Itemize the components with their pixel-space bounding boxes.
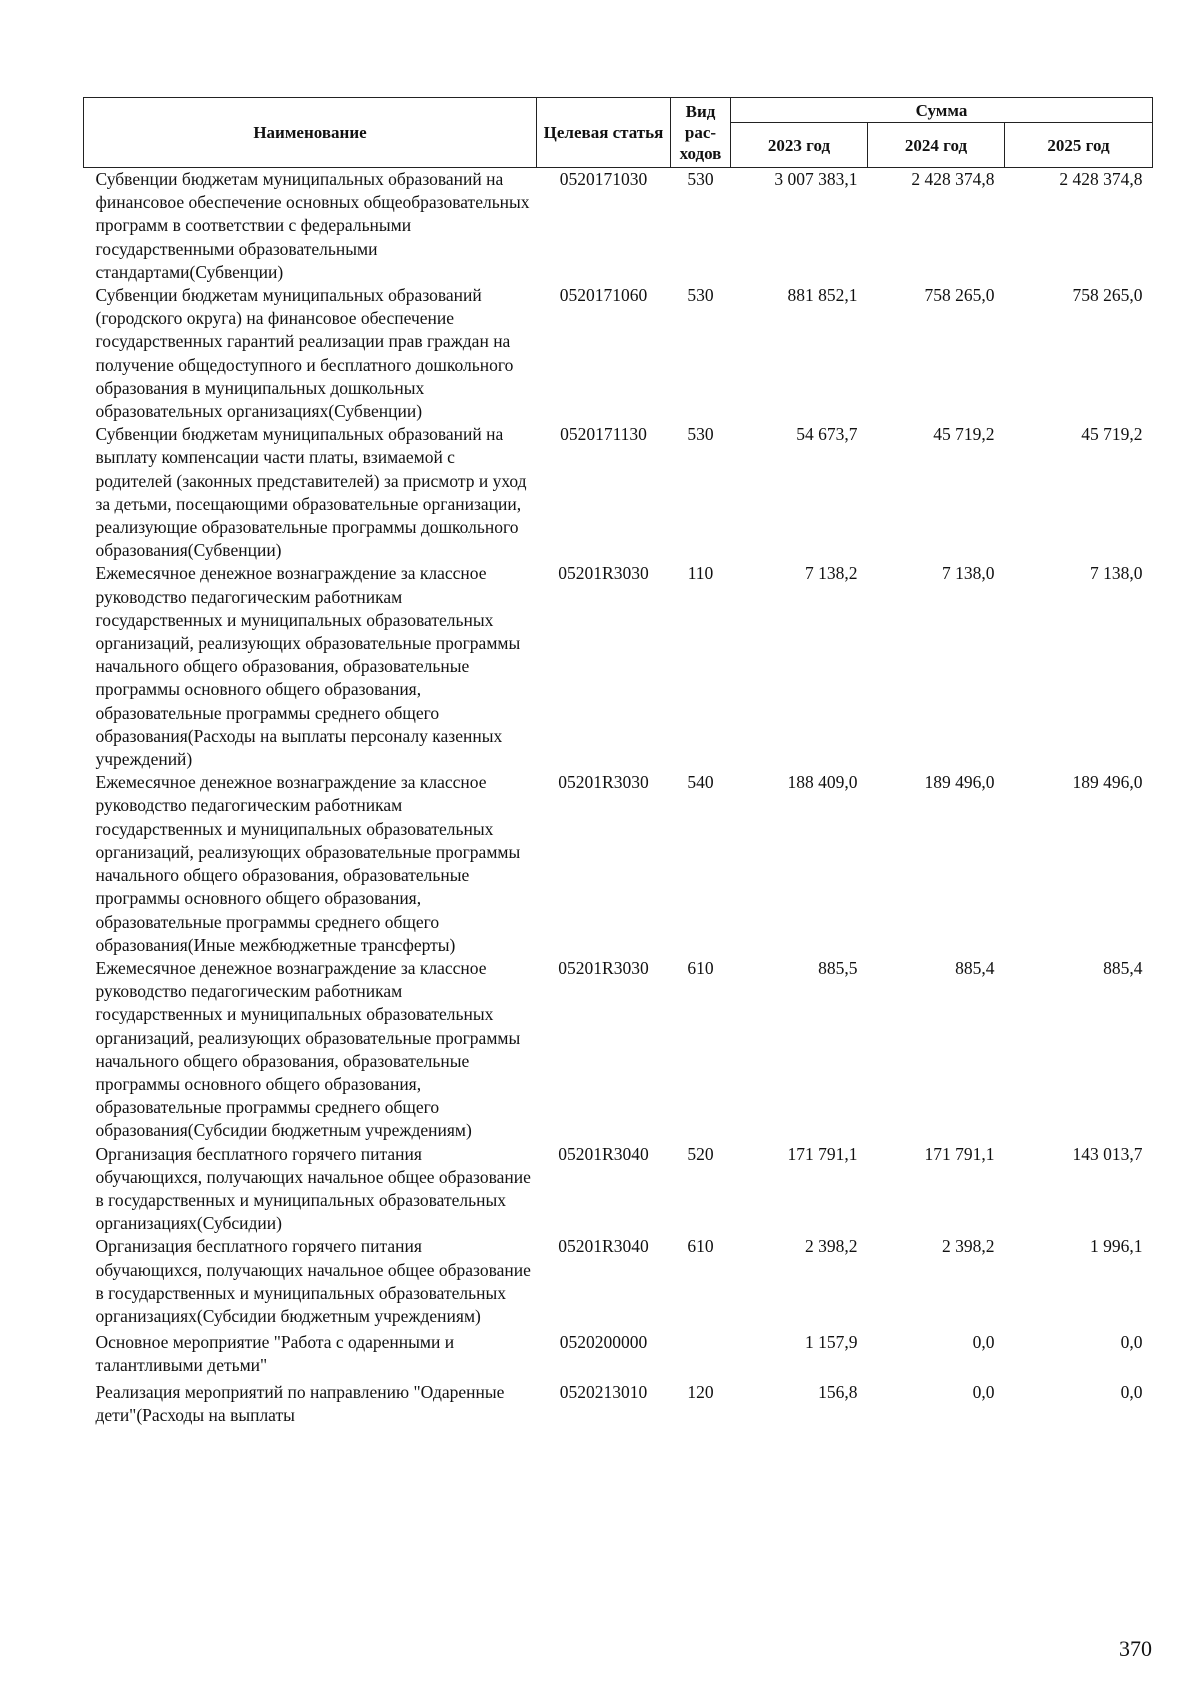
row-code: 0520171130 <box>560 424 647 445</box>
row-name: Реализация мероприятий по направлению "Одаренные дети"(Расходы на выплаты <box>95 1381 505 1425</box>
row-name: Ежемесячное денежное вознаграждение за классное руководство педагогическим работникам государственных и муниципальных образовательных организаций, реализующих образовательные программы начального общего образования, образовательные программы основного общего образования, образовательные программы среднего общего образования(Субсидии бюджетным учреждениям) <box>95 957 521 1141</box>
row-2025: 7 138,0 <box>1090 563 1143 584</box>
row-2024: 2 428 374,8 <box>911 169 995 189</box>
row-2024: 2 398,2 <box>942 1236 995 1257</box>
row-code: 05201R3040 <box>558 1143 649 1164</box>
row-2024: 171 791,1 <box>924 1143 995 1164</box>
header-sum: Сумма <box>731 98 1153 123</box>
row-2025: 1 996,1 <box>1090 1236 1143 1257</box>
row-code: 05201R3040 <box>558 1236 649 1257</box>
row-2023: 885,5 <box>818 957 858 978</box>
row-code: 05201R3030 <box>558 957 649 978</box>
page-number: 370 <box>1119 1636 1152 1661</box>
row-2025: 0,0 <box>1120 1332 1143 1353</box>
row-2023: 1 157,9 <box>805 1332 858 1353</box>
row-code: 0520200000 <box>559 1332 648 1353</box>
row-2023: 881 852,1 <box>787 285 858 306</box>
row-vid <box>671 1328 731 1377</box>
row-2025: 189 496,0 <box>1072 772 1143 793</box>
row-vid: 120 <box>687 1381 714 1402</box>
row-2025: 143 013,7 <box>1072 1143 1143 1164</box>
row-2023: 54 673,7 <box>796 424 858 445</box>
row-code: 05201R3030 <box>558 563 649 584</box>
row-name: Организация бесплатного горячего питания обучающихся, получающих начальное общее образование в государственных и муниципальных образовательных организациях(Субсидии) <box>95 1143 531 1234</box>
row-code: 0520171060 <box>559 285 648 306</box>
row-2023: 171 791,1 <box>787 1143 858 1164</box>
row-2024: 45 719,2 <box>933 424 995 445</box>
row-vid: 540 <box>687 772 714 793</box>
row-code: 05201R3030 <box>558 772 649 793</box>
header-code: Целевая статья <box>537 98 671 168</box>
header-year-2025: 2025 год <box>1005 123 1153 168</box>
row-vid: 110 <box>687 563 714 584</box>
row-2025: 2 428 374,8 <box>1059 169 1143 189</box>
header-year-2023: 2023 год <box>731 123 868 168</box>
row-2024: 189 496,0 <box>924 772 995 793</box>
header-year-2024: 2024 год <box>868 123 1005 168</box>
row-2024: 758 265,0 <box>924 285 995 306</box>
row-2023: 3 007 383,1 <box>774 169 858 189</box>
table-row <box>84 1328 1153 1377</box>
row-vid: 530 <box>687 285 714 306</box>
table-row <box>84 771 1153 957</box>
budget-table <box>83 97 1153 1427</box>
row-name: Ежемесячное денежное вознаграждение за классное руководство педагогическим работникам государственных и муниципальных образовательных организаций, реализующих образовательные программы начального общего образования, образовательные программы основного общего образования, образовательные программы среднего общего образования(Иные межбюджетные трансферты) <box>95 772 521 955</box>
row-2024: 7 138,0 <box>942 563 995 584</box>
row-vid: 520 <box>687 1143 714 1164</box>
row-2024: 0,0 <box>972 1332 995 1353</box>
row-2025: 0,0 <box>1120 1381 1143 1402</box>
row-2023: 2 398,2 <box>805 1236 858 1257</box>
table-row <box>84 957 1153 1143</box>
row-2025: 885,4 <box>1103 957 1143 978</box>
row-code: 0520213010 <box>559 1381 648 1402</box>
row-name: Субвенции бюджетам муниципальных образований на выплату компенсации части платы, взимаемой с родителей (законных представителей) за присмотр и уход за детьми, посещающими образовательные организации, реализующие образовательные программы дошкольного образования(Субвенции) <box>95 424 527 561</box>
row-2024: 0,0 <box>972 1381 995 1402</box>
table-row <box>84 1143 1153 1236</box>
row-2023: 7 138,2 <box>805 563 858 584</box>
row-name: Ежемесячное денежное вознаграждение за классное руководство педагогическим работникам государственных и муниципальных образовательных организаций, реализующих образовательные программы начального общего образования, образовательные программы основного общего образования, образовательные программы среднего общего образования(Расходы на выплаты персоналу казенных учреждений) <box>95 563 521 770</box>
row-vid: 610 <box>687 1236 714 1257</box>
table-row <box>84 1235 1153 1328</box>
row-2025: 758 265,0 <box>1072 285 1143 306</box>
row-code: 0520171030 <box>559 169 648 189</box>
table-header <box>84 98 1153 168</box>
row-vid: 610 <box>687 957 714 978</box>
row-name: Субвенции бюджетам муниципальных образований на финансовое обеспечение основных общеобразовательных программ в соответствии с федеральными государственными образовательными стандартами(Субвенции) <box>95 169 530 282</box>
header-name: Наименование <box>84 98 537 168</box>
table-row <box>84 562 1153 771</box>
row-name: Субвенции бюджетам муниципальных образований (городского округа) на финансовое обеспечение государственных гарантий реализации прав граждан на получение общедоступного и бесплатного дошкольного образования в муниципальных дошкольных образовательных организациях(Субвенции) <box>95 285 514 422</box>
row-name: Основное мероприятие "Работа с одаренными и талантливыми детьми" <box>95 1332 455 1376</box>
row-2024: 885,4 <box>955 957 995 978</box>
row-2023: 188 409,0 <box>787 772 858 793</box>
row-2025: 45 719,2 <box>1081 424 1143 445</box>
row-name: Организация бесплатного горячего питания обучающихся, получающих начальное общее образование в государственных и муниципальных образовательных организациях(Субсидии бюджетным учреждениям) <box>95 1236 531 1326</box>
row-2023: 156,8 <box>818 1381 858 1402</box>
table-row <box>84 423 1153 562</box>
table-row <box>84 1378 1153 1427</box>
table-row <box>84 168 1153 285</box>
header-vid: Вид рас-ходов <box>671 98 731 168</box>
row-vid: 530 <box>687 169 714 189</box>
table-row <box>84 284 1153 423</box>
table-body <box>84 168 1153 1427</box>
row-vid: 530 <box>687 424 714 445</box>
